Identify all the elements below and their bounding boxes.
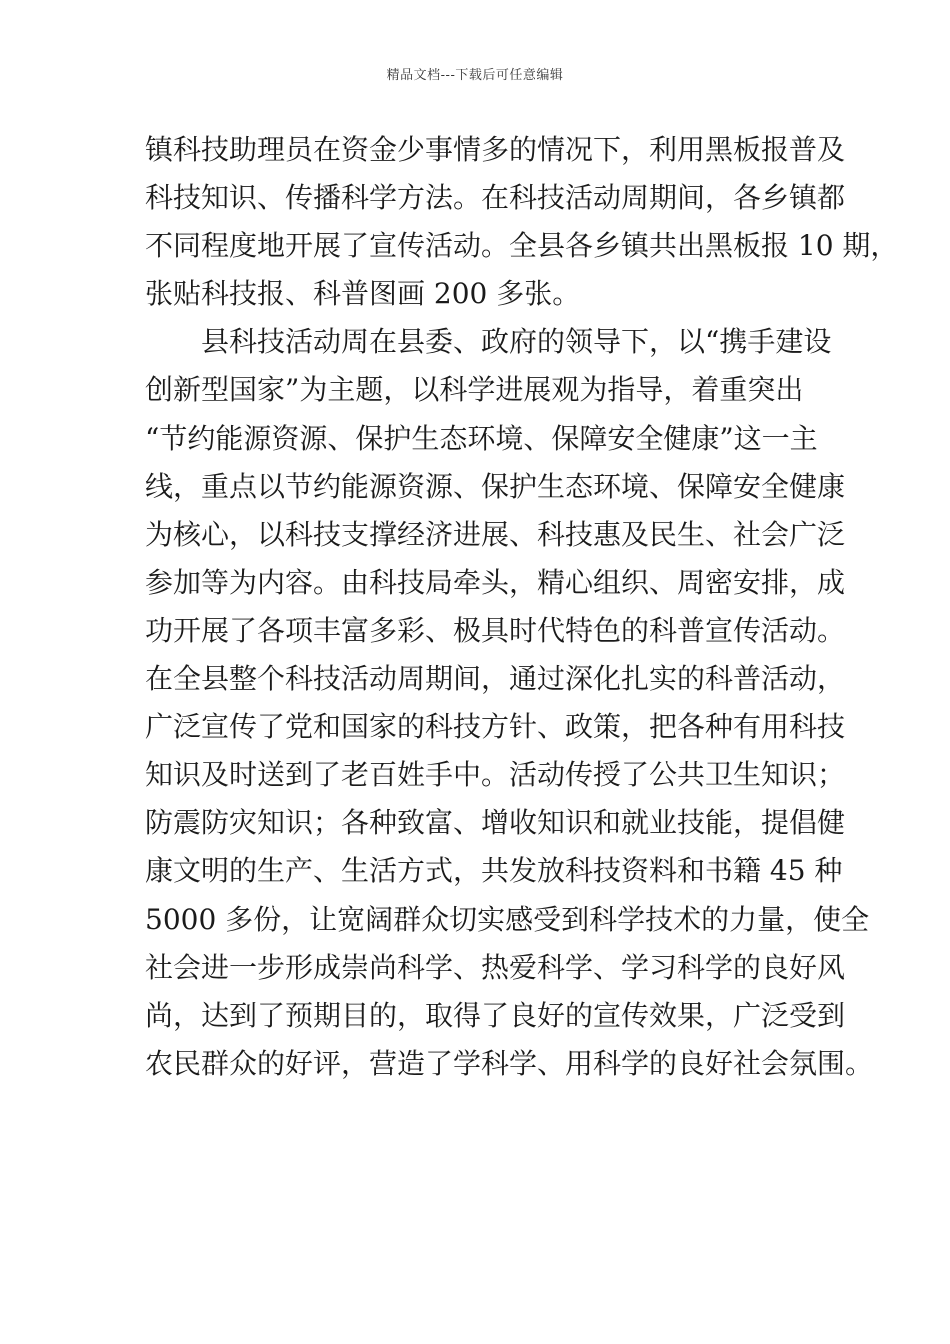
text-line: 张贴科技报、科普图画 200 多张。 <box>145 277 581 311</box>
text-line: 知识及时送到了老百姓手中。活动传授了公共卫生知识； <box>145 758 846 792</box>
text-line: 广泛宣传了党和国家的科技方针、政策，把各种有用科技 <box>145 710 846 744</box>
text-line: 农民群众的好评，营造了学科学、用科学的良好社会氛围。 <box>145 1046 874 1080</box>
text-line: 功开展了各项丰富多彩、极具时代特色的科普宣传活动。 <box>145 613 846 647</box>
text-line: 防震防灾知识；各种致富、增收知识和就业技能，提倡健 <box>145 806 846 840</box>
text-line: 社会进一步形成崇尚科学、热爱科学、学习科学的良好风 <box>145 950 846 984</box>
text-line: 康文明的生产、生活方式，共发放科技资料和书籍 45 种 <box>145 854 843 888</box>
text-line: 为核心，以科技支撑经济进展、科技惠及民生、社会广泛 <box>145 517 846 551</box>
paragraph <box>145 126 899 318</box>
document-body <box>145 126 899 1088</box>
text-line: 科技知识、传播科学方法。在科技活动周期间，各乡镇都 <box>145 181 846 215</box>
paragraph <box>145 318 874 1088</box>
text-line: 线，重点以节约能源资源、保护生态环境、保障安全健康 <box>145 469 846 503</box>
text-line: 创新型国家”为主题，以科学进展观为指导，着重突出 <box>145 373 804 407</box>
text-line: 尚，达到了预期目的，取得了良好的宣传效果，广泛受到 <box>145 998 846 1032</box>
text-line: 在全县整个科技活动周期间，通过深化扎实的科普活动， <box>145 662 846 696</box>
text-line: 县科技活动周在县委、政府的领导下，以“携手建设 <box>145 325 832 359</box>
text-line: “节约能源资源、保护生态环境、保障安全健康”这一主 <box>145 421 818 455</box>
text-line: 不同程度地开展了宣传活动。全县各乡镇共出黑板报 10 期， <box>145 229 899 263</box>
text-line: 镇科技助理员在资金少事情多的情况下，利用黑板报普及 <box>145 133 846 166</box>
text-line: 参加等为内容。由科技局牵头，精心组织、周密安排，成 <box>145 565 846 599</box>
page-header: 精品文档---下载后可任意编辑 <box>386 68 564 83</box>
text-line: 5000 多份，让宽阔群众切实感受到科学技术的力量，使全 <box>145 902 870 936</box>
